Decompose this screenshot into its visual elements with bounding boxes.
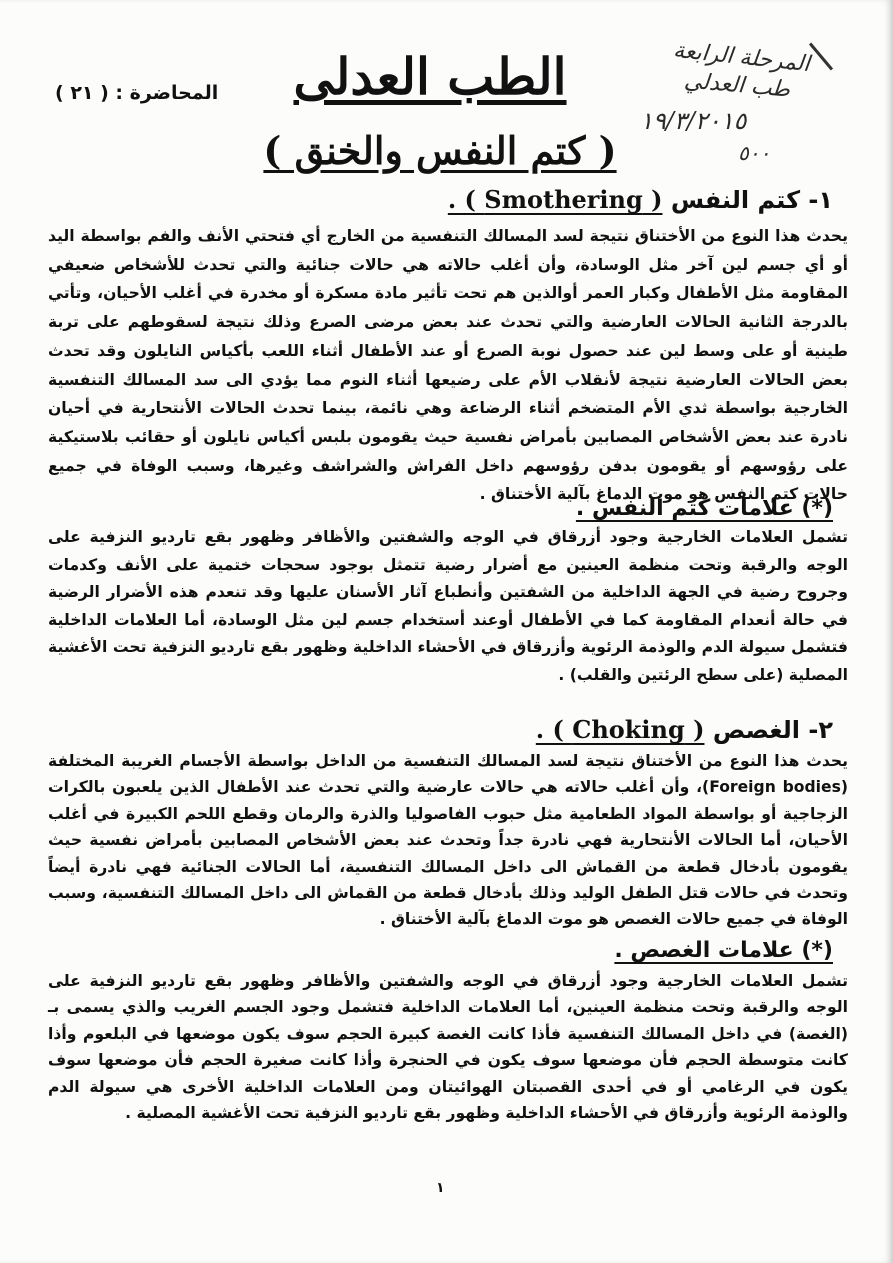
handwritten-line-1: المرحلة الرابعة <box>672 37 811 78</box>
handwritten-number: ٥٠٠ <box>738 141 771 165</box>
page-number: ١ <box>436 1180 445 1196</box>
section-1-signs-heading <box>576 494 833 524</box>
section-1-signs-paragraph: تشمل العلامات الخارجية وجود أزرقاق في الوجه والشفتين والأظافر وظهور بقع تارديو النزفية على الوجه والرقبة وتحت منظمة العينين مع أضرار رضية تتمثل بوجود سحجات ختمية على الأنف وكدمات وجروح رضية في الجهة الداخلية من الشفتين وأنطباع آثار الأسنان عليها وقد تنعدم هذه الأضرار الرضية في حالة أنعدام المقاومة كما في الأطفال أوعند أستخدام جسم لين مثل الوسادة، أما العلامات الداخلية فتشمل سيولة الدم والوذمة الرئوية وأزرقاق في الأحشاء الداخلية وظهور بقع تارديو النزفية تحت الأغشية المصلية (على سطح الرئتين والقلب) . <box>48 528 848 684</box>
section-1-paragraph: يحدث هذا النوع من الأختناق نتيجة لسد المسالك التنفسية من الخارج أي فتحتي الأنف والفم بواسطة اليد أو أي جسم لين آخر مثل الوسادة، وأن أغلب حالاته هي حالات جنائية والتي تحدث للأشخاص ضعيفي المقاومة مثل الأطفال وكبار العمر أوالذين هم تحت تأثير مادة مسكرة أو مخدرة في أغلب الأحيان، وتأتي بالدرجة الثانية الحالات العارضية والتي تحدث عند بعض مرضى الصرع وذلك نتيجة لسقوطهم على تربة طينية أو على وسط لين عند حصول نوبة الصرع أو عند الأطفال أثناء اللعب بأكياس النايلون وقد تحدث بعض الحالات العارضية نتيجة لأنقلاب الأم على رضيعها أثناء النوم مما يؤدي الى سد المسالك التنفسية الخارجية بواسطة ثدي الأم المتضخم أثناء الرضاعة وهي نائمة، بينما تحدث الحالات الأنتحارية في أحيان نادرة عند بعض الأشخاص المصابين بأمراض نفسية حيث يقومون بلبس أكياس نايلون أو حقائب بلاستيكية على رؤوسهم أو يقومون بدفن رؤوسهم داخل الفراش والشراشف وغيرها، وسبب الوفاة في جميع حالات كتم النفس هو موت الدماغ بآلية الأختناق . <box>48 227 848 504</box>
section-2-signs-paragraph: تشمل العلامات الخارجية وجود أزرقاق في الوجه والشفتين والأظافر وظهور بقع تارديو النزفية على الوجه والرقبة وتحت منظمة العينين، أما العلامات الداخلية فتشمل وجود الجسم الغريب والذي يسمى بـ (الغصة) في داخل المسالك التنفسية فأذا كانت الغصة كبيرة الحجم سوف يكون موضعها في البلعوم وأذا كانت متوسطة الحجم فأن موضعها سوف يكون في الحنجرة وأذا كانت صغيرة الحجم فأن موضعها سوف يكون في الرغامي أو في أحدى القصبتان الهوائيتان ومن العلامات الداخلية الأخرى هي سيولة الدم والوذمة الرئوية وأزرقاق في الأحشاء الداخلية وظهور بقع تارديو النزفية تحت الأغشية المصلية . <box>48 972 848 1123</box>
handwritten-note <box>640 37 830 165</box>
page-title: الطب العدلى <box>293 47 567 106</box>
subtitle-text: ( كتم النفس والخنق ) <box>263 128 617 173</box>
section-1-heading <box>448 184 833 216</box>
section-1-signs-heading-text: (*) علامات كتم النفس . <box>575 496 833 521</box>
section-1-heading-en: ( Smothering ) . <box>447 185 663 214</box>
handwritten-line-2: طب العدلي <box>682 68 791 103</box>
section-2-heading-en: ( Choking ) . <box>535 715 705 744</box>
section-2-heading-ar: ٢- الغصص <box>712 716 833 744</box>
section-2-paragraph: يحدث هذا النوع من الأختناق نتيجة لسد المسالك التنفسية من الداخل بواسطة الأجسام الغريبة المختلفة (Foreign bodies)، وأن أغلب حالاته هي حالات عارضية والتي تحدث عند الأطفال الذين يلعبون بالكرات الزجاجية أو بواسطة المواد الطعامية مثل حبوب الفاصوليا والذرة والرمان وقطع اللحم الكبيرة في أغلب الأحيان، أما الحالات الأنتحارية فهي نادرة جداً وتحدث عند بعض الأشخاص المصابين بأمراض نفسية حيث يقومون بأدخال قطعة من القماش الى داخل المسالك التنفسية، أما الحالات الجنائية فهي نادرة أيضاً وتحدث في حالات قتل الطفل الوليد وذلك بأدخال قطعة من القماش الى داخل المسالك التنفسية، وسبب الوفاة في جميع حالات الغصص هو موت الدماغ بآلية الأختناق . <box>48 752 848 929</box>
section-2-signs-heading-text: (*) علامات الغصص . <box>614 938 833 963</box>
page-subtitle <box>255 125 625 177</box>
handwritten-stroke <box>809 43 833 71</box>
handwritten-date: ١٩/٣/٢٠١٥ <box>640 107 747 135</box>
section-2-signs-heading <box>614 936 833 966</box>
lecture-number: المحاضرة : ( ٢١ ) <box>55 82 219 104</box>
section-2-heading <box>536 714 833 746</box>
section-1-heading-ar: ١- كتم النفس <box>670 186 833 214</box>
